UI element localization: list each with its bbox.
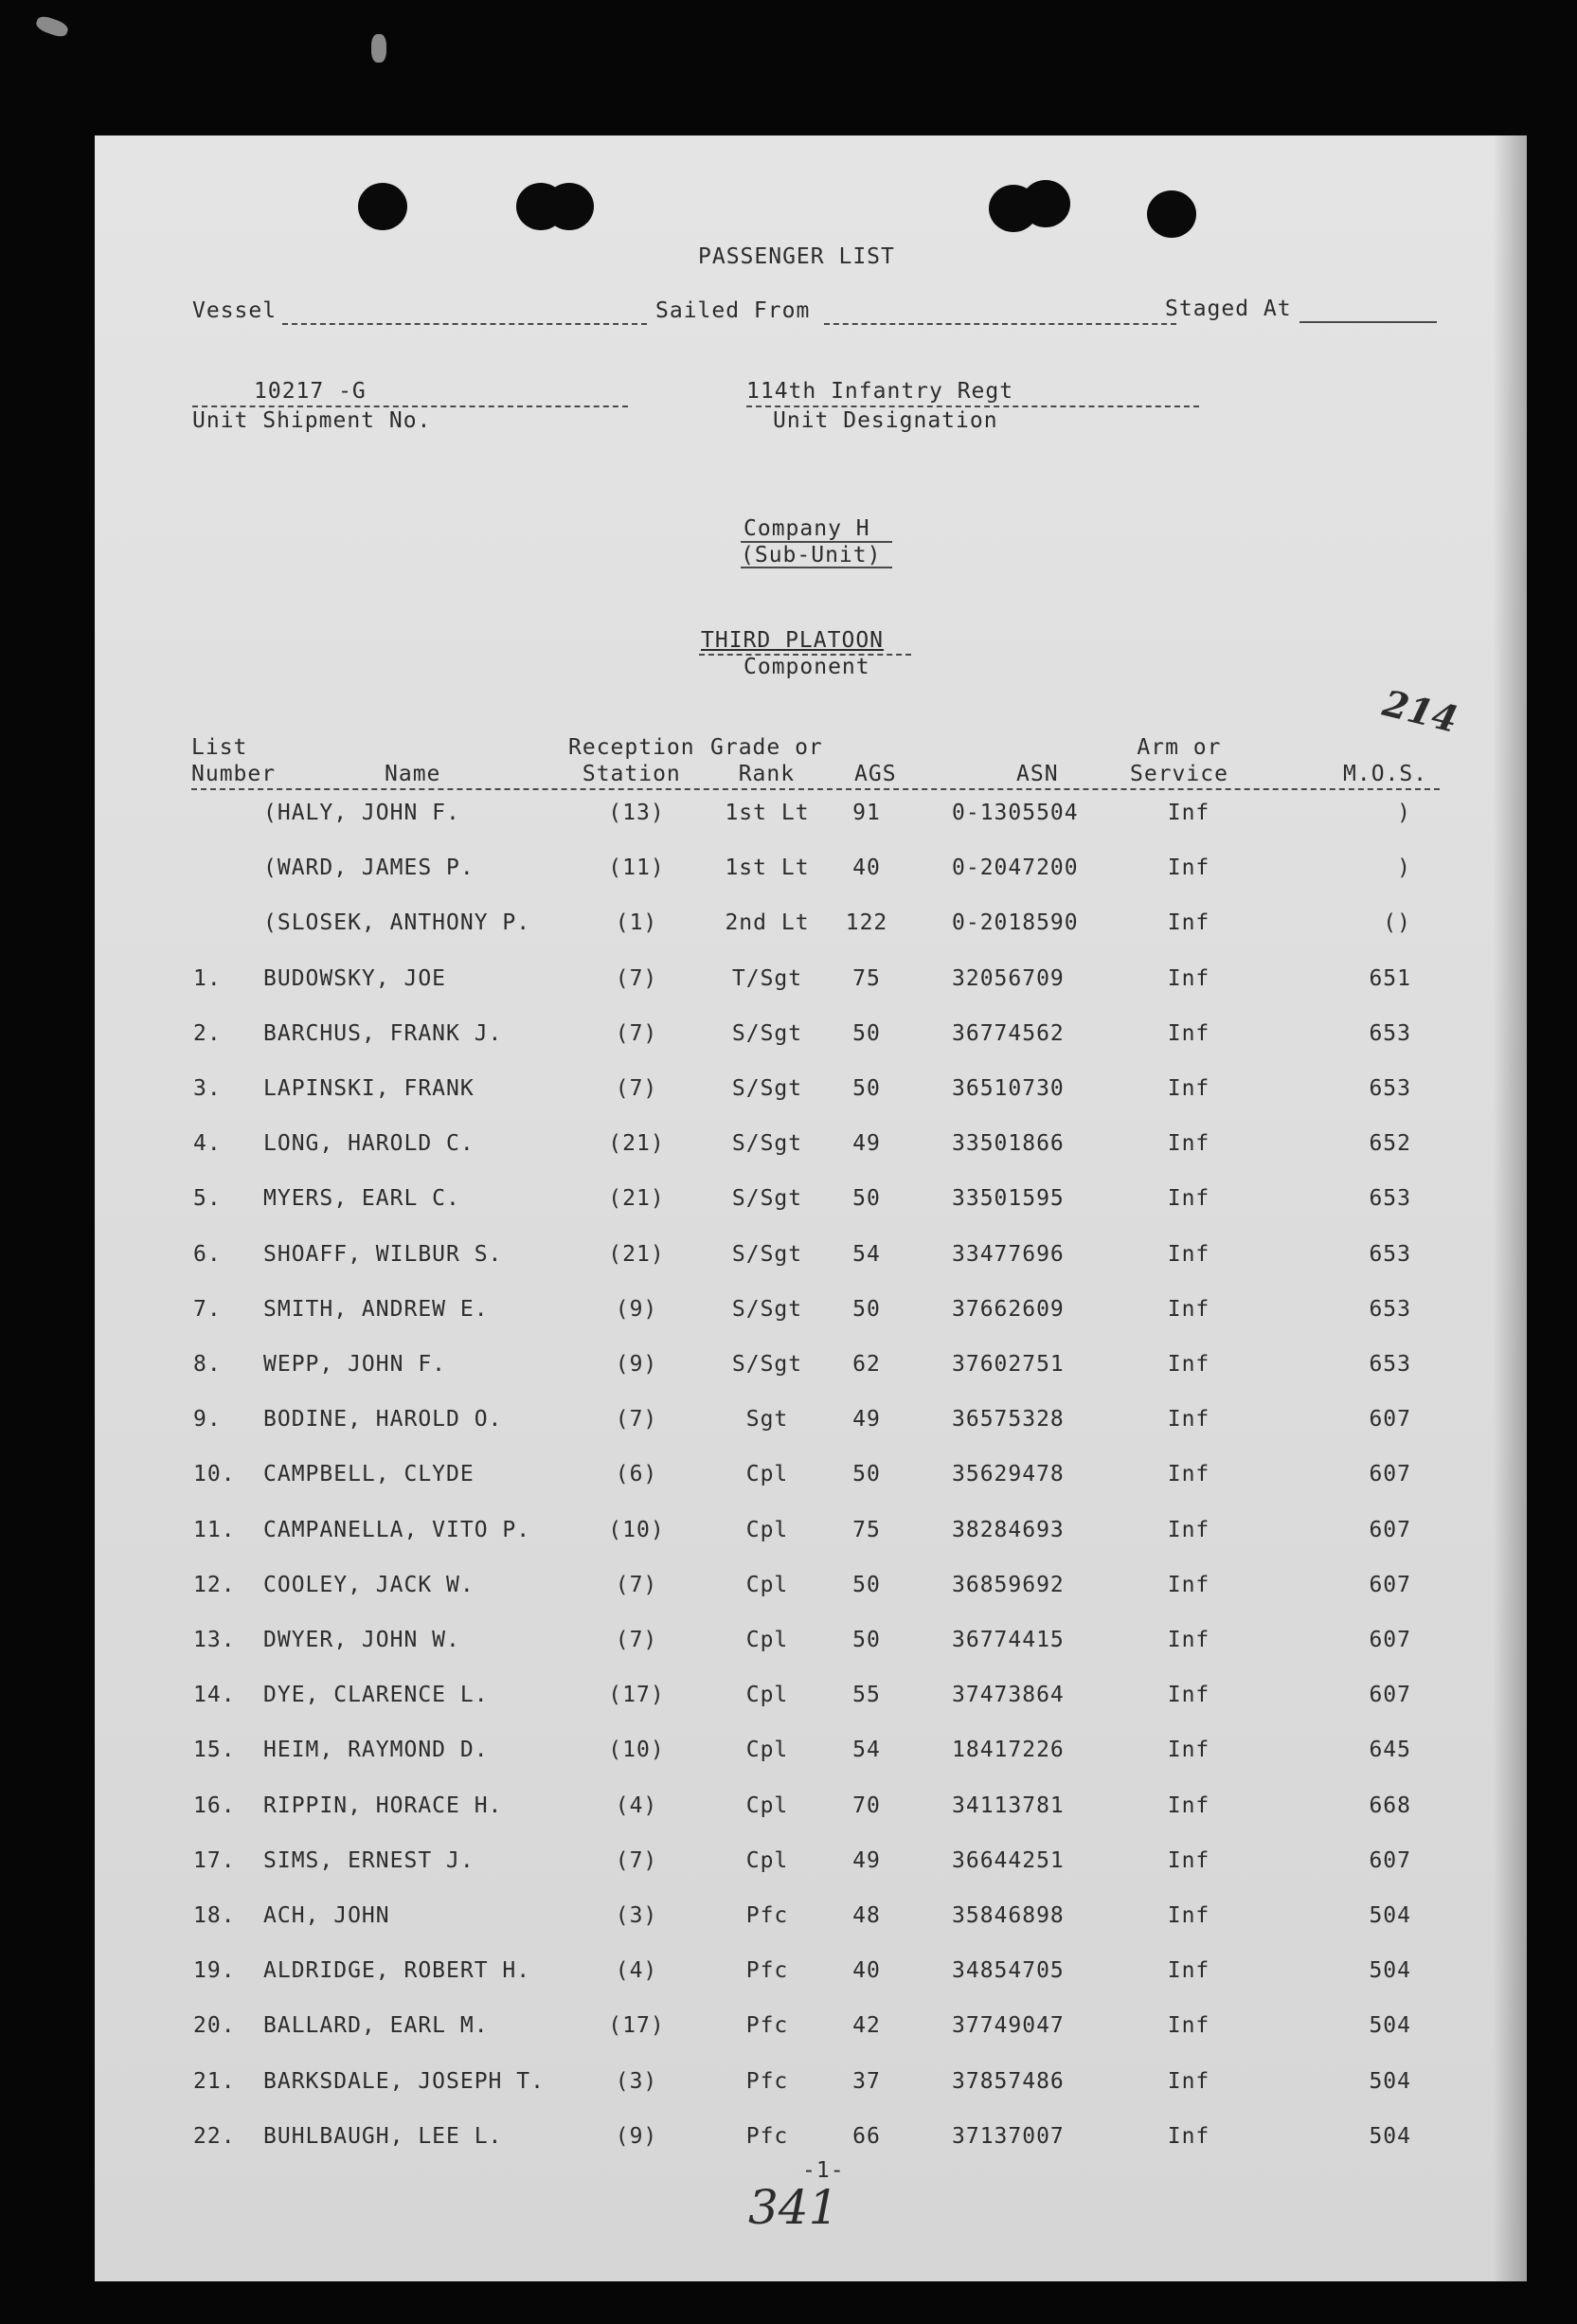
row-grade: Cpl xyxy=(745,1517,789,1542)
row-grade: Pfc xyxy=(745,1903,789,1928)
row-ags: 49 xyxy=(852,1131,881,1157)
row-ags: 40 xyxy=(852,856,881,881)
row-asn: 37137007 xyxy=(952,2123,1065,2149)
punch-hole xyxy=(545,183,594,230)
row-ags: 42 xyxy=(852,2013,881,2039)
row-mos: () xyxy=(1383,910,1411,936)
row-grade: Pfc xyxy=(745,2123,789,2149)
table-row xyxy=(95,966,1527,1004)
row-name: LAPINSKI, FRANK xyxy=(263,1076,475,1101)
row-name: BUDOWSKY, JOE xyxy=(263,965,447,991)
row-name: BARKSDALE, JOSEPH T. xyxy=(263,2068,545,2094)
table-row xyxy=(95,1076,1527,1114)
shipment-number-label: Unit Shipment No. xyxy=(192,408,432,433)
row-grade: Cpl xyxy=(745,1738,789,1763)
row-reception-station: (7) xyxy=(615,1847,658,1873)
row-name: CAMPANELLA, VITO P. xyxy=(263,1517,531,1542)
row-grade: S/Sgt xyxy=(731,1352,803,1377)
row-list-number: 2. xyxy=(193,1020,222,1046)
row-arm: Inf xyxy=(1167,1958,1210,1984)
table-row xyxy=(95,2124,1527,2162)
row-mos: 607 xyxy=(1369,1462,1411,1487)
row-name: DYE, CLARENCE L. xyxy=(263,1683,489,1708)
row-ags: 50 xyxy=(852,1076,881,1101)
row-reception-station: (4) xyxy=(615,1958,658,1984)
row-arm: Inf xyxy=(1167,1076,1210,1101)
punch-hole xyxy=(1021,180,1070,227)
row-name: LONG, HAROLD C. xyxy=(263,1131,475,1157)
row-grade: S/Sgt xyxy=(731,1296,803,1322)
table-row xyxy=(95,1186,1527,1224)
row-list-number: 16. xyxy=(193,1793,236,1818)
row-arm: Inf xyxy=(1167,1847,1210,1873)
row-grade: Pfc xyxy=(745,2068,789,2094)
sailed-from-label: Sailed From xyxy=(655,298,811,323)
row-asn: 37749047 xyxy=(952,2013,1065,2039)
row-arm: Inf xyxy=(1167,1352,1210,1377)
row-asn: 33477696 xyxy=(952,1241,1065,1267)
row-asn: 0-2047200 xyxy=(952,856,1079,881)
row-asn: 36859692 xyxy=(952,1572,1065,1597)
row-asn: 37857486 xyxy=(952,2068,1065,2094)
row-grade: S/Sgt xyxy=(731,1186,803,1212)
row-mos: 651 xyxy=(1369,965,1411,991)
row-mos: 504 xyxy=(1369,2013,1411,2039)
row-ags: 49 xyxy=(852,1407,881,1432)
table-row xyxy=(95,1462,1527,1500)
row-asn: 35846898 xyxy=(952,1903,1065,1928)
table-row xyxy=(95,2069,1527,2107)
row-asn: 37473864 xyxy=(952,1683,1065,1708)
row-mos: 653 xyxy=(1369,1296,1411,1322)
row-name: BUHLBAUGH, LEE L. xyxy=(263,2123,503,2149)
row-grade: Sgt xyxy=(745,1407,789,1432)
row-arm: Inf xyxy=(1167,801,1210,825)
row-grade: S/Sgt xyxy=(731,1241,803,1267)
row-reception-station: (9) xyxy=(615,2123,658,2149)
row-arm: Inf xyxy=(1167,1903,1210,1928)
row-mos: 607 xyxy=(1369,1407,1411,1432)
row-ags: 48 xyxy=(852,1903,881,1928)
row-arm: Inf xyxy=(1167,910,1210,936)
header-name: Name xyxy=(385,762,441,786)
row-ags: 50 xyxy=(852,1628,881,1652)
row-name: MYERS, EARL C. xyxy=(263,1186,460,1212)
row-grade: Pfc xyxy=(745,2013,789,2039)
vessel-label: Vessel xyxy=(192,298,278,323)
row-list-number: 6. xyxy=(193,1241,222,1267)
row-list-number: 4. xyxy=(193,1131,222,1157)
row-ags: 62 xyxy=(852,1352,881,1377)
row-ags: 54 xyxy=(852,1738,881,1763)
row-name: RIPPIN, HORACE H. xyxy=(263,1793,503,1818)
row-list-number: 14. xyxy=(193,1683,236,1708)
row-arm: Inf xyxy=(1167,1462,1210,1487)
row-asn: 0-1305504 xyxy=(952,801,1079,825)
row-list-number: 5. xyxy=(193,1186,222,1212)
row-ags: 70 xyxy=(852,1793,881,1818)
row-list-number: 22. xyxy=(193,2123,236,2149)
shipment-number-line xyxy=(192,405,628,407)
row-arm: Inf xyxy=(1167,2013,1210,2039)
row-reception-station: (9) xyxy=(615,1352,658,1377)
row-name: BARCHUS, FRANK J. xyxy=(263,1020,503,1046)
row-ags: 54 xyxy=(852,1241,881,1267)
row-reception-station: (4) xyxy=(615,1793,658,1818)
row-grade: 1st Lt xyxy=(725,801,810,825)
row-grade: 1st Lt xyxy=(725,856,810,881)
header-list-number: List Number xyxy=(191,735,277,786)
row-ags: 49 xyxy=(852,1847,881,1873)
row-mos: 504 xyxy=(1369,2123,1411,2149)
row-name: (SLOSEK, ANTHONY P. xyxy=(263,910,531,936)
row-asn: 0-2018590 xyxy=(952,910,1079,936)
row-ags: 55 xyxy=(852,1683,881,1708)
row-ags: 40 xyxy=(852,1958,881,1984)
row-reception-station: (9) xyxy=(615,1296,658,1322)
row-grade: Pfc xyxy=(745,1958,789,1984)
row-ags: 122 xyxy=(845,910,888,936)
table-row xyxy=(95,1903,1527,1941)
table-row xyxy=(95,1518,1527,1556)
row-asn: 32056709 xyxy=(952,965,1065,991)
scan-speck xyxy=(371,34,386,63)
unit-designation-line xyxy=(746,405,1199,407)
row-reception-station: (21) xyxy=(608,1131,665,1157)
row-reception-station: (7) xyxy=(615,1572,658,1597)
row-list-number: 3. xyxy=(193,1076,222,1101)
sub-unit-label: (Sub-Unit) xyxy=(741,543,882,567)
row-arm: Inf xyxy=(1167,856,1210,881)
row-grade: Cpl xyxy=(745,1628,789,1652)
row-name: SHOAFF, WILBUR S. xyxy=(263,1241,503,1267)
table-row xyxy=(95,1242,1527,1280)
row-reception-station: (21) xyxy=(608,1241,665,1267)
row-list-number: 20. xyxy=(193,2013,236,2039)
row-ags: 75 xyxy=(852,965,881,991)
row-mos: 504 xyxy=(1369,1958,1411,1984)
row-list-number: 18. xyxy=(193,1903,236,1928)
row-arm: Inf xyxy=(1167,1683,1210,1708)
row-mos: 668 xyxy=(1369,1793,1411,1818)
row-asn: 33501866 xyxy=(952,1131,1065,1157)
row-name: (HALY, JOHN F. xyxy=(263,801,460,825)
table-row xyxy=(95,1958,1527,1996)
row-reception-station: (7) xyxy=(615,1076,658,1101)
row-reception-station: (6) xyxy=(615,1462,658,1487)
row-grade: Cpl xyxy=(745,1572,789,1597)
row-mos: 607 xyxy=(1369,1683,1411,1708)
row-grade: S/Sgt xyxy=(731,1076,803,1101)
table-row xyxy=(95,910,1527,948)
header-asn: ASN xyxy=(1016,762,1059,786)
row-grade: Cpl xyxy=(745,1683,789,1708)
row-arm: Inf xyxy=(1167,1131,1210,1157)
row-name: (WARD, JAMES P. xyxy=(263,856,475,881)
table-row xyxy=(95,1352,1527,1390)
row-asn: 36774562 xyxy=(952,1020,1065,1046)
handwritten-page-number: 341 xyxy=(748,2180,839,2235)
row-reception-station: (10) xyxy=(608,1517,665,1542)
table-row xyxy=(95,1297,1527,1335)
component: THIRD PLATOON xyxy=(701,628,885,653)
row-name: CAMPBELL, CLYDE xyxy=(263,1462,475,1487)
row-reception-station: (3) xyxy=(615,2068,658,2094)
scan-speck xyxy=(34,14,69,40)
unit-designation-label: Unit Designation xyxy=(773,408,998,433)
document-title: PASSENGER LIST xyxy=(698,244,895,269)
row-asn: 35629478 xyxy=(952,1462,1065,1487)
table-row xyxy=(95,856,1527,893)
row-asn: 33501595 xyxy=(952,1186,1065,1212)
row-reception-station: (17) xyxy=(608,2013,665,2039)
row-ags: 50 xyxy=(852,1462,881,1487)
table-row xyxy=(95,1628,1527,1666)
row-arm: Inf xyxy=(1167,965,1210,991)
row-arm: Inf xyxy=(1167,1628,1210,1652)
table-row xyxy=(95,801,1527,838)
row-arm: Inf xyxy=(1167,1517,1210,1542)
table-row xyxy=(95,1021,1527,1059)
row-name: ALDRIDGE, ROBERT H. xyxy=(263,1958,531,1984)
vessel-blank xyxy=(282,323,647,325)
row-name: SMITH, ANDREW E. xyxy=(263,1296,489,1322)
sailed-from-blank xyxy=(824,323,1176,325)
row-asn: 36774415 xyxy=(952,1628,1065,1652)
row-mos: 653 xyxy=(1369,1352,1411,1377)
header-arm: Arm or Service xyxy=(1130,735,1228,786)
punch-hole xyxy=(358,183,407,230)
header-mos: M.O.S. xyxy=(1343,762,1428,786)
row-asn: 34113781 xyxy=(952,1793,1065,1818)
row-ags: 50 xyxy=(852,1296,881,1322)
component-label: Component xyxy=(744,655,870,679)
row-list-number: 9. xyxy=(193,1407,222,1432)
staged-at-blank xyxy=(1299,321,1437,323)
row-list-number: 17. xyxy=(193,1847,236,1873)
row-mos: 607 xyxy=(1369,1572,1411,1597)
row-ags: 50 xyxy=(852,1020,881,1046)
row-arm: Inf xyxy=(1167,1020,1210,1046)
row-mos: 653 xyxy=(1369,1241,1411,1267)
row-list-number: 7. xyxy=(193,1296,222,1322)
header-grade: Grade or Rank xyxy=(710,735,823,786)
row-reception-station: (7) xyxy=(615,1407,658,1432)
row-mos: 653 xyxy=(1369,1076,1411,1101)
row-ags: 50 xyxy=(852,1186,881,1212)
table-row xyxy=(95,1131,1527,1169)
row-list-number: 11. xyxy=(193,1517,236,1542)
row-grade: Cpl xyxy=(745,1793,789,1818)
row-mos: 653 xyxy=(1369,1186,1411,1212)
row-name: SIMS, ERNEST J. xyxy=(263,1847,475,1873)
row-grade: T/Sgt xyxy=(731,965,803,991)
shipment-number: 10217 -G xyxy=(254,379,367,404)
document-page xyxy=(95,135,1527,2281)
row-name: WEPP, JOHN F. xyxy=(263,1352,447,1377)
row-list-number: 15. xyxy=(193,1738,236,1763)
table-row xyxy=(95,1573,1527,1611)
row-arm: Inf xyxy=(1167,1407,1210,1432)
row-list-number: 8. xyxy=(193,1352,222,1377)
table-row xyxy=(95,1738,1527,1775)
sub-unit: Company H xyxy=(744,516,870,541)
row-reception-station: (13) xyxy=(608,801,665,825)
row-asn: 37662609 xyxy=(952,1296,1065,1322)
row-grade: S/Sgt xyxy=(731,1020,803,1046)
row-arm: Inf xyxy=(1167,1793,1210,1818)
row-grade: 2nd Lt xyxy=(725,910,810,936)
row-reception-station: (3) xyxy=(615,1903,658,1928)
row-list-number: 19. xyxy=(193,1958,236,1984)
row-mos: ) xyxy=(1397,856,1411,881)
row-asn: 36644251 xyxy=(952,1847,1065,1873)
row-mos: 504 xyxy=(1369,2068,1411,2094)
row-arm: Inf xyxy=(1167,2068,1210,2094)
row-name: HEIM, RAYMOND D. xyxy=(263,1738,489,1763)
row-grade: Cpl xyxy=(745,1847,789,1873)
row-arm: Inf xyxy=(1167,1241,1210,1267)
row-reception-station: (11) xyxy=(608,856,665,881)
row-mos: 645 xyxy=(1369,1738,1411,1763)
table-row xyxy=(95,1848,1527,1886)
header-reception-station: Reception Station xyxy=(568,735,695,786)
row-asn: 18417226 xyxy=(952,1738,1065,1763)
header-ags: AGS xyxy=(854,762,897,786)
row-mos: 607 xyxy=(1369,1847,1411,1873)
row-arm: Inf xyxy=(1167,1738,1210,1763)
row-grade: S/Sgt xyxy=(731,1131,803,1157)
row-list-number: 21. xyxy=(193,2068,236,2094)
row-arm: Inf xyxy=(1167,2123,1210,2149)
punch-hole xyxy=(1147,190,1196,238)
row-asn: 38284693 xyxy=(952,1517,1065,1542)
row-ags: 91 xyxy=(852,801,881,825)
unit-designation: 114th Infantry Regt xyxy=(746,379,1014,404)
staged-at-label: Staged At xyxy=(1165,297,1292,321)
header-rule xyxy=(191,788,1440,790)
row-list-number: 1. xyxy=(193,965,222,991)
row-list-number: 10. xyxy=(193,1462,236,1487)
row-reception-station: (7) xyxy=(615,965,658,991)
row-ags: 66 xyxy=(852,2123,881,2149)
row-arm: Inf xyxy=(1167,1572,1210,1597)
row-list-number: 12. xyxy=(193,1572,236,1597)
row-mos: 653 xyxy=(1369,1020,1411,1046)
row-grade: Cpl xyxy=(745,1462,789,1487)
row-mos: ) xyxy=(1397,801,1411,825)
row-ags: 75 xyxy=(852,1517,881,1542)
row-reception-station: (1) xyxy=(615,910,658,936)
row-name: DWYER, JOHN W. xyxy=(263,1628,460,1652)
table-row xyxy=(95,1793,1527,1831)
row-mos: 504 xyxy=(1369,1903,1411,1928)
row-asn: 37602751 xyxy=(952,1352,1065,1377)
row-reception-station: (17) xyxy=(608,1683,665,1708)
row-list-number: 13. xyxy=(193,1628,236,1652)
row-name: BODINE, HAROLD O. xyxy=(263,1407,503,1432)
row-asn: 34854705 xyxy=(952,1958,1065,1984)
handwritten-folio-number: 214 xyxy=(1378,681,1462,741)
row-arm: Inf xyxy=(1167,1186,1210,1212)
row-ags: 50 xyxy=(852,1572,881,1597)
table-row xyxy=(95,2013,1527,2051)
row-mos: 607 xyxy=(1369,1517,1411,1542)
table-row xyxy=(95,1407,1527,1445)
row-mos: 607 xyxy=(1369,1628,1411,1652)
row-reception-station: (21) xyxy=(608,1186,665,1212)
row-asn: 36575328 xyxy=(952,1407,1065,1432)
row-reception-station: (10) xyxy=(608,1738,665,1763)
row-mos: 652 xyxy=(1369,1131,1411,1157)
sub-unit-underline xyxy=(741,567,892,568)
row-reception-station: (7) xyxy=(615,1020,658,1046)
row-name: COOLEY, JACK W. xyxy=(263,1572,475,1597)
row-name: BALLARD, EARL M. xyxy=(263,2013,489,2039)
row-arm: Inf xyxy=(1167,1296,1210,1322)
row-reception-station: (7) xyxy=(615,1628,658,1652)
row-asn: 36510730 xyxy=(952,1076,1065,1101)
table-row xyxy=(95,1683,1527,1720)
page-number: -1- xyxy=(802,2158,845,2183)
row-ags: 37 xyxy=(852,2068,881,2094)
row-name: ACH, JOHN xyxy=(263,1903,390,1928)
